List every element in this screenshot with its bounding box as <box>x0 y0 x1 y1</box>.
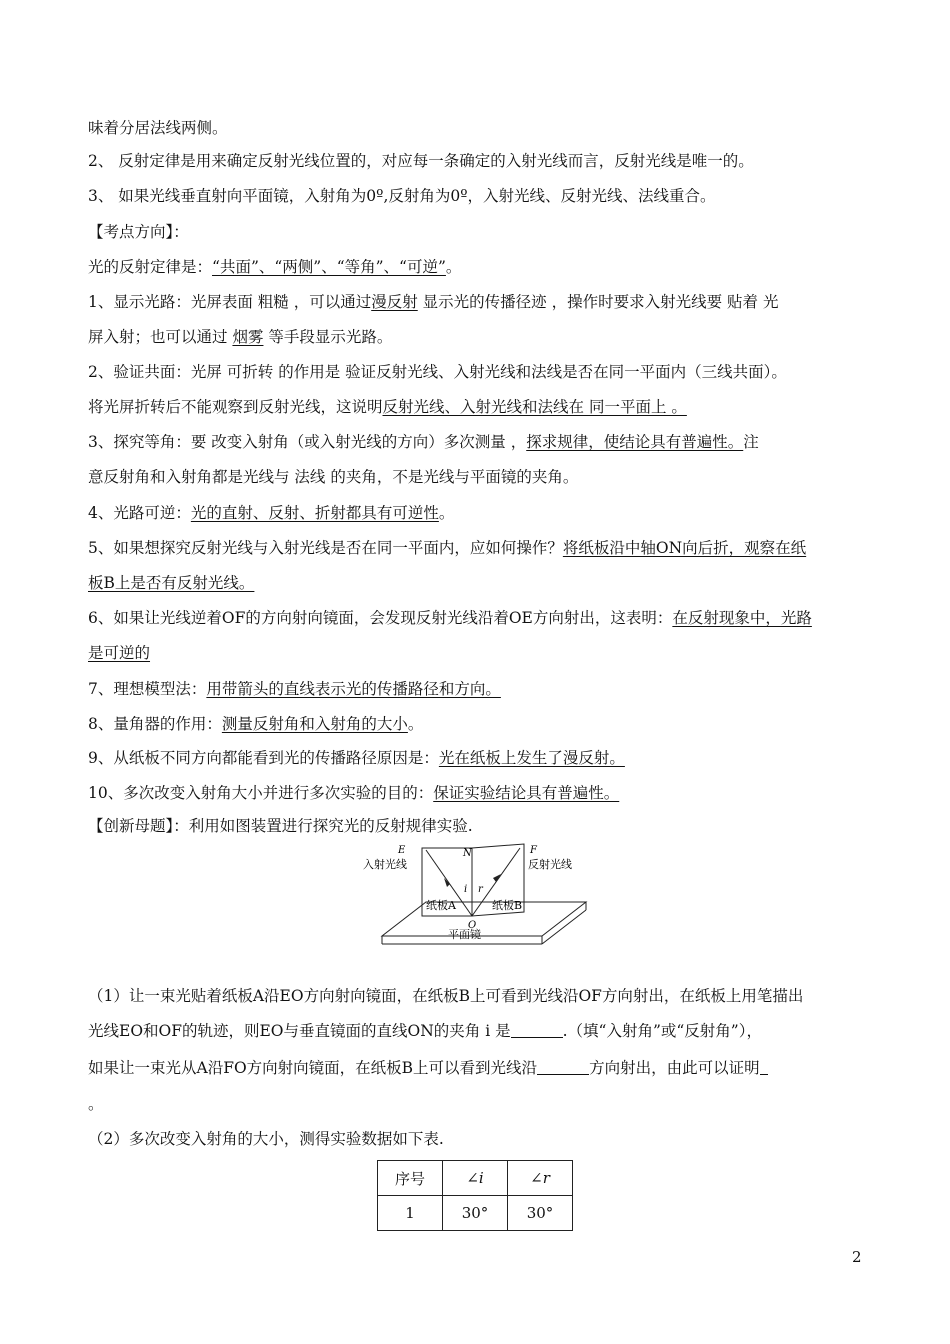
question-1: 如果让一束光从A沿FO方向射向镜面，在纸板B上可以看到光线沿 方向射出，由此可以证明 <box>88 1057 768 1079</box>
page-number: 2 <box>852 1248 862 1266</box>
answer-blank[interactable] <box>760 1058 768 1075</box>
question-1: 。 <box>88 1095 104 1113</box>
text-line: 8、量角器的作用：测量反射角和入射角的大小。 <box>88 715 424 733</box>
text-line: 2、 反射定律是用来确定反射光线位置的，对应每一条确定的入射光线而言，反射光线是唯一的。 <box>88 152 754 170</box>
text-line: 将光屏折转后不能观察到反射光线，这说明反射光线、入射光线和法线在 同一平面上 。 <box>88 398 687 416</box>
answer-blank[interactable] <box>537 1058 589 1075</box>
text-line: 4、光路可逆：光的直射、反射、折射都具有可逆性。 <box>88 504 455 522</box>
text-line: 1、显示光路：光屏表面 粗糙 ，可以通过漫反射 显示光的传播径迹 ，操作时要求入射光线要 贴着 光 <box>88 293 779 311</box>
label-in: 入射光线 <box>363 858 407 871</box>
label-out: 反射光线 <box>528 858 572 871</box>
section-heading: 【创新母题】：利用如图装置进行探究光的反射规律实验. <box>88 817 473 835</box>
table-header: ∠r <box>508 1161 573 1196</box>
label-n: N <box>463 848 472 859</box>
table-cell: 30° <box>443 1196 508 1231</box>
text-line: 6、如果让光线逆着OF的方向射向镜面，会发现反射光线沿着OE方向射出，这表明：在反射现象中，光路 <box>88 609 812 627</box>
text-line: 板B上是否有反射光线。 <box>88 574 255 592</box>
question-2: （2）多次改变入射角的大小，测得实验数据如下表. <box>88 1130 444 1148</box>
text-line: 2、验证共面：光屏 可折转 的作用是 验证反射光线、入射光线和法线是否在同一平面内（三线共面）。 <box>88 363 787 381</box>
text-line: 味着分居法线两侧。 <box>88 119 228 137</box>
table-cell: 1 <box>378 1196 443 1231</box>
text-line: 3、探究等角：要 改变入射角（或入射光线的方向）多次测量 ，探求规律，使结论具有普遍性。注 <box>88 433 759 451</box>
label-r: r <box>478 884 483 895</box>
table-cell: 30° <box>508 1196 573 1231</box>
question-1: 光线EO和OF的轨迹，则EO与垂直镜面的直线ON的夹角 i 是 .（填“入射角”或“反射角”）， <box>88 1022 762 1040</box>
data-table <box>377 1160 573 1231</box>
label-board-a: 纸板A <box>426 899 456 912</box>
label-mirror: 平面镜 <box>448 928 481 941</box>
text-line: 屏入射；也可以通过 烟雾 等手段显示光路。 <box>88 328 393 346</box>
question-1: （1）让一束光贴着纸板A沿EO方向射向镜面，在纸板B上可看到光线沿OF方向射出，在纸板上用笔描出 <box>88 987 804 1005</box>
table-row <box>378 1196 573 1231</box>
text-line: 意反射角和入射角都是光线与 法线 的夹角，不是光线与平面镜的夹角。 <box>88 468 579 486</box>
text-line: 10、多次改变入射角大小并进行多次实验的目的：保证实验结论具有普遍性。 <box>88 784 620 802</box>
label-i: i <box>464 884 468 895</box>
text-line: 是可逆的 <box>88 644 151 662</box>
text-line: 光的反射定律是：“共面”、“两侧”、“等角”、“可逆”。 <box>88 258 462 276</box>
label-f: F <box>530 845 537 856</box>
text-line: 5、如果想探究反射光线与入射光线是否在同一平面内，应如何操作？将纸板沿中轴ON向后折，观察在纸 <box>88 539 807 557</box>
text-line: 3、 如果光线垂直射向平面镜，入射角为0º,反射角为0º，入射光线、反射光线、法线重合。 <box>88 187 716 205</box>
section-heading: 【考点方向】： <box>88 223 189 241</box>
table-header: 序号 <box>378 1161 443 1196</box>
label-e: E <box>398 845 406 856</box>
table-header: ∠i <box>443 1161 508 1196</box>
mirror-surface <box>382 902 586 936</box>
table-header-row <box>378 1161 573 1196</box>
text-line: 9、从纸板不同方向都能看到光的传播路径原因是：光在纸板上发生了漫反射。 <box>88 749 625 767</box>
text-line: 7、理想模型法：用带箭头的直线表示光的传播路径和方向。 <box>88 680 501 698</box>
label-board-b: 纸板B <box>492 899 523 912</box>
answer-blank[interactable] <box>511 1021 563 1038</box>
reflection-diagram <box>360 838 590 950</box>
label-o: O <box>468 920 477 931</box>
